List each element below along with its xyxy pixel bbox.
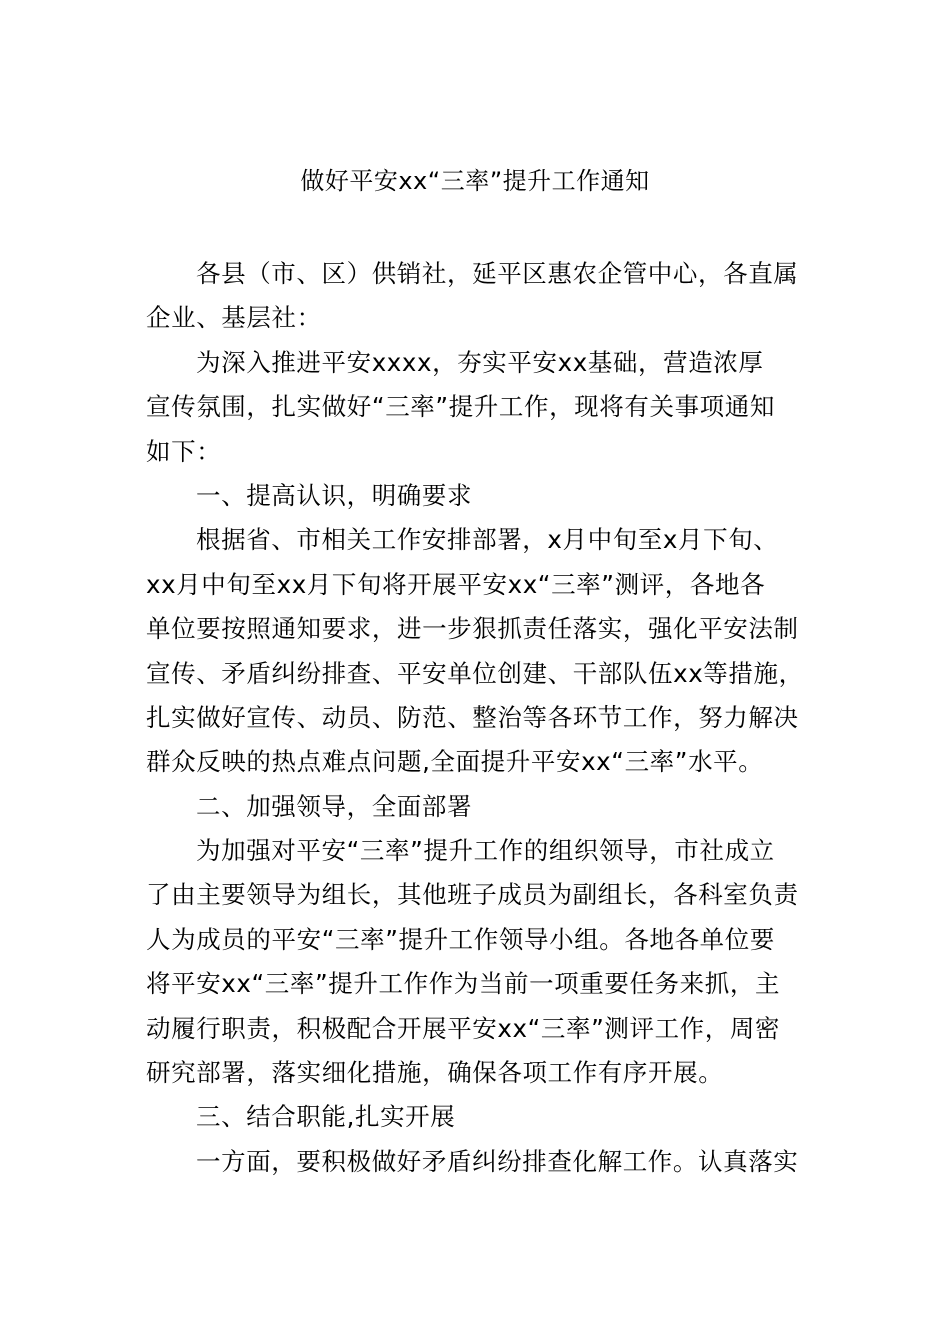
paragraph-line: 动履行职责，积极配合开展平安xx“三率”测评工作，周密: [146, 1013, 781, 1043]
paragraph-line: 宣传氛围，扎实做好“三率”提升工作，现将有关事项通知: [146, 392, 775, 422]
document-body: [146, 252, 836, 1184]
paragraph-line: 群众反映的热点难点问题,全面提升平安xx“三率”水平。: [146, 747, 764, 777]
section-heading: 二、加强领导，全面部署: [196, 791, 473, 821]
paragraph-line: 人为成员的平安“三率”提升工作领导小组。各地各单位要: [146, 924, 775, 954]
paragraph-line: 将平安xx“三率”提升工作作为当前一项重要任务来抓，主: [146, 969, 781, 999]
section-heading: 一、提高认识，明确要求: [196, 480, 473, 510]
paragraph-line: 一方面，要积极做好矛盾纠纷排查化解工作。认真落实: [196, 1146, 799, 1176]
document-title: 做好平安xx“三率”提升工作通知: [300, 167, 650, 195]
section-heading: 三、结合职能,扎实开展: [196, 1102, 456, 1132]
paragraph-line: 根据省、市相关工作安排部署，x月中旬至x月下旬、: [196, 525, 779, 555]
paragraph-line: 为加强对平安“三率”提升工作的组织领导，市社成立: [196, 836, 775, 866]
paragraph-line: 宣传、矛盾纠纷排查、平安单位创建、干部队伍xx等措施，: [146, 658, 804, 688]
paragraph-line: 企业、基层社：: [146, 303, 322, 333]
paragraph-line: 了由主要领导为组长，其他班子成员为副组长，各科室负责: [146, 880, 799, 910]
paragraph-line: 各县（市、区）供销社，延平区惠农企管中心，各直属: [196, 259, 799, 288]
paragraph-line: 为深入推进平安xxxx，夯实平安xx基础，营造浓厚: [196, 347, 764, 377]
paragraph-line: 单位要按照通知要求，进一步狠抓责任落实，强化平安法制: [146, 614, 799, 644]
paragraph-line: 扎实做好宣传、动员、防范、整治等各环节工作，努力解决: [146, 702, 799, 732]
paragraph-line: 如下：: [146, 436, 222, 466]
paragraph-line: xx月中旬至xx月下旬将开展平安xx“三率”测评，各地各: [146, 569, 766, 599]
paragraph-line: 研究部署，落实细化措施，确保各项工作有序开展。: [146, 1058, 724, 1088]
